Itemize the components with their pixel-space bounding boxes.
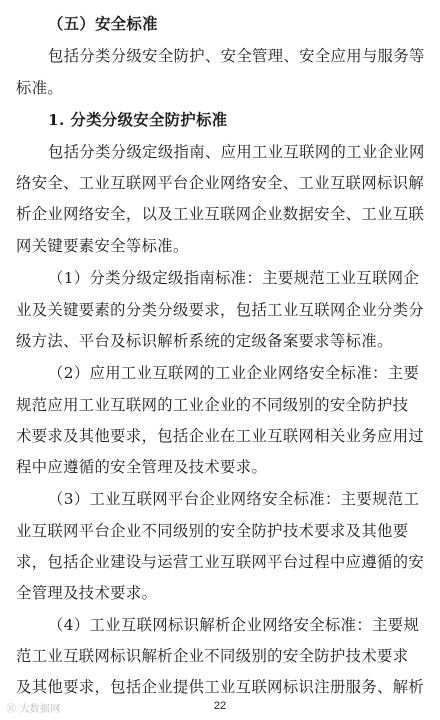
paragraph-line: 络安全、工业互联网平台企业网络安全、工业互联网标识解 [16, 174, 425, 192]
paragraph-line: （2）应用工业互联网的工业企业网络安全标准：主要 [48, 364, 420, 382]
paragraph-line: 及其他要求，包括企业提供工业互联网标识注册服务、解析 [16, 678, 425, 696]
paragraph-line: 包括分类分级定级指南、应用工业互联网的工业企业网 [48, 143, 425, 161]
paragraph-line: 术要求及其他要求，包括企业在工业互联网相关业务应用过 [16, 427, 425, 445]
paragraph-line: 网关键要素安全等标准。 [16, 237, 189, 255]
paragraph-line: 析企业网络安全，以及工业互联网企业数据安全、工业互联 [16, 205, 425, 223]
paragraph-line: （4）工业互联网标识解析企业网络安全标准：主要规 [48, 616, 420, 634]
paragraph-line: 业互联网平台企业不同级别的安全防护技术要求及其他要 [16, 522, 409, 540]
paragraph-line: 规范应用工业互联网的工业企业的不同级别的安全防护技 [16, 396, 409, 414]
paragraph-line: （1）分类分级定级指南标准：主要规范工业互联网企 [48, 269, 420, 287]
paragraph-line: 业及关键要素的分类分级要求，包括工业互联网企业分类分 [16, 301, 425, 319]
paragraph-line: 包括分类分级安全防护、安全管理、安全应用与服务等 [48, 47, 425, 65]
subsection-heading: 1. 分类分级安全防护标准 [48, 111, 228, 129]
paragraph-line: 程中应遵循的安全管理及技术要求。 [16, 458, 268, 476]
page-number: 22 [213, 700, 227, 712]
paragraph-line: 范工业互联网标识解析企业不同级别的安全防护技术要求 [16, 647, 409, 665]
watermark-logo: Ⓡ 大数据网 [6, 704, 61, 715]
paragraph-line: 求，包括企业建设与运营工业互联网平台过程中应遵循的安 [16, 553, 425, 571]
paragraph-line: 级方法、平台及标识解析系统的定级备案要求等标准。 [16, 332, 393, 350]
paragraph-line: 标准。 [16, 79, 64, 97]
paragraph-line: （3）工业互联网平台企业网络安全标准：主要规范工 [48, 490, 420, 508]
paragraph-line: 全管理及技术要求。 [16, 584, 158, 602]
section-heading: （五）安全标准 [48, 15, 158, 33]
